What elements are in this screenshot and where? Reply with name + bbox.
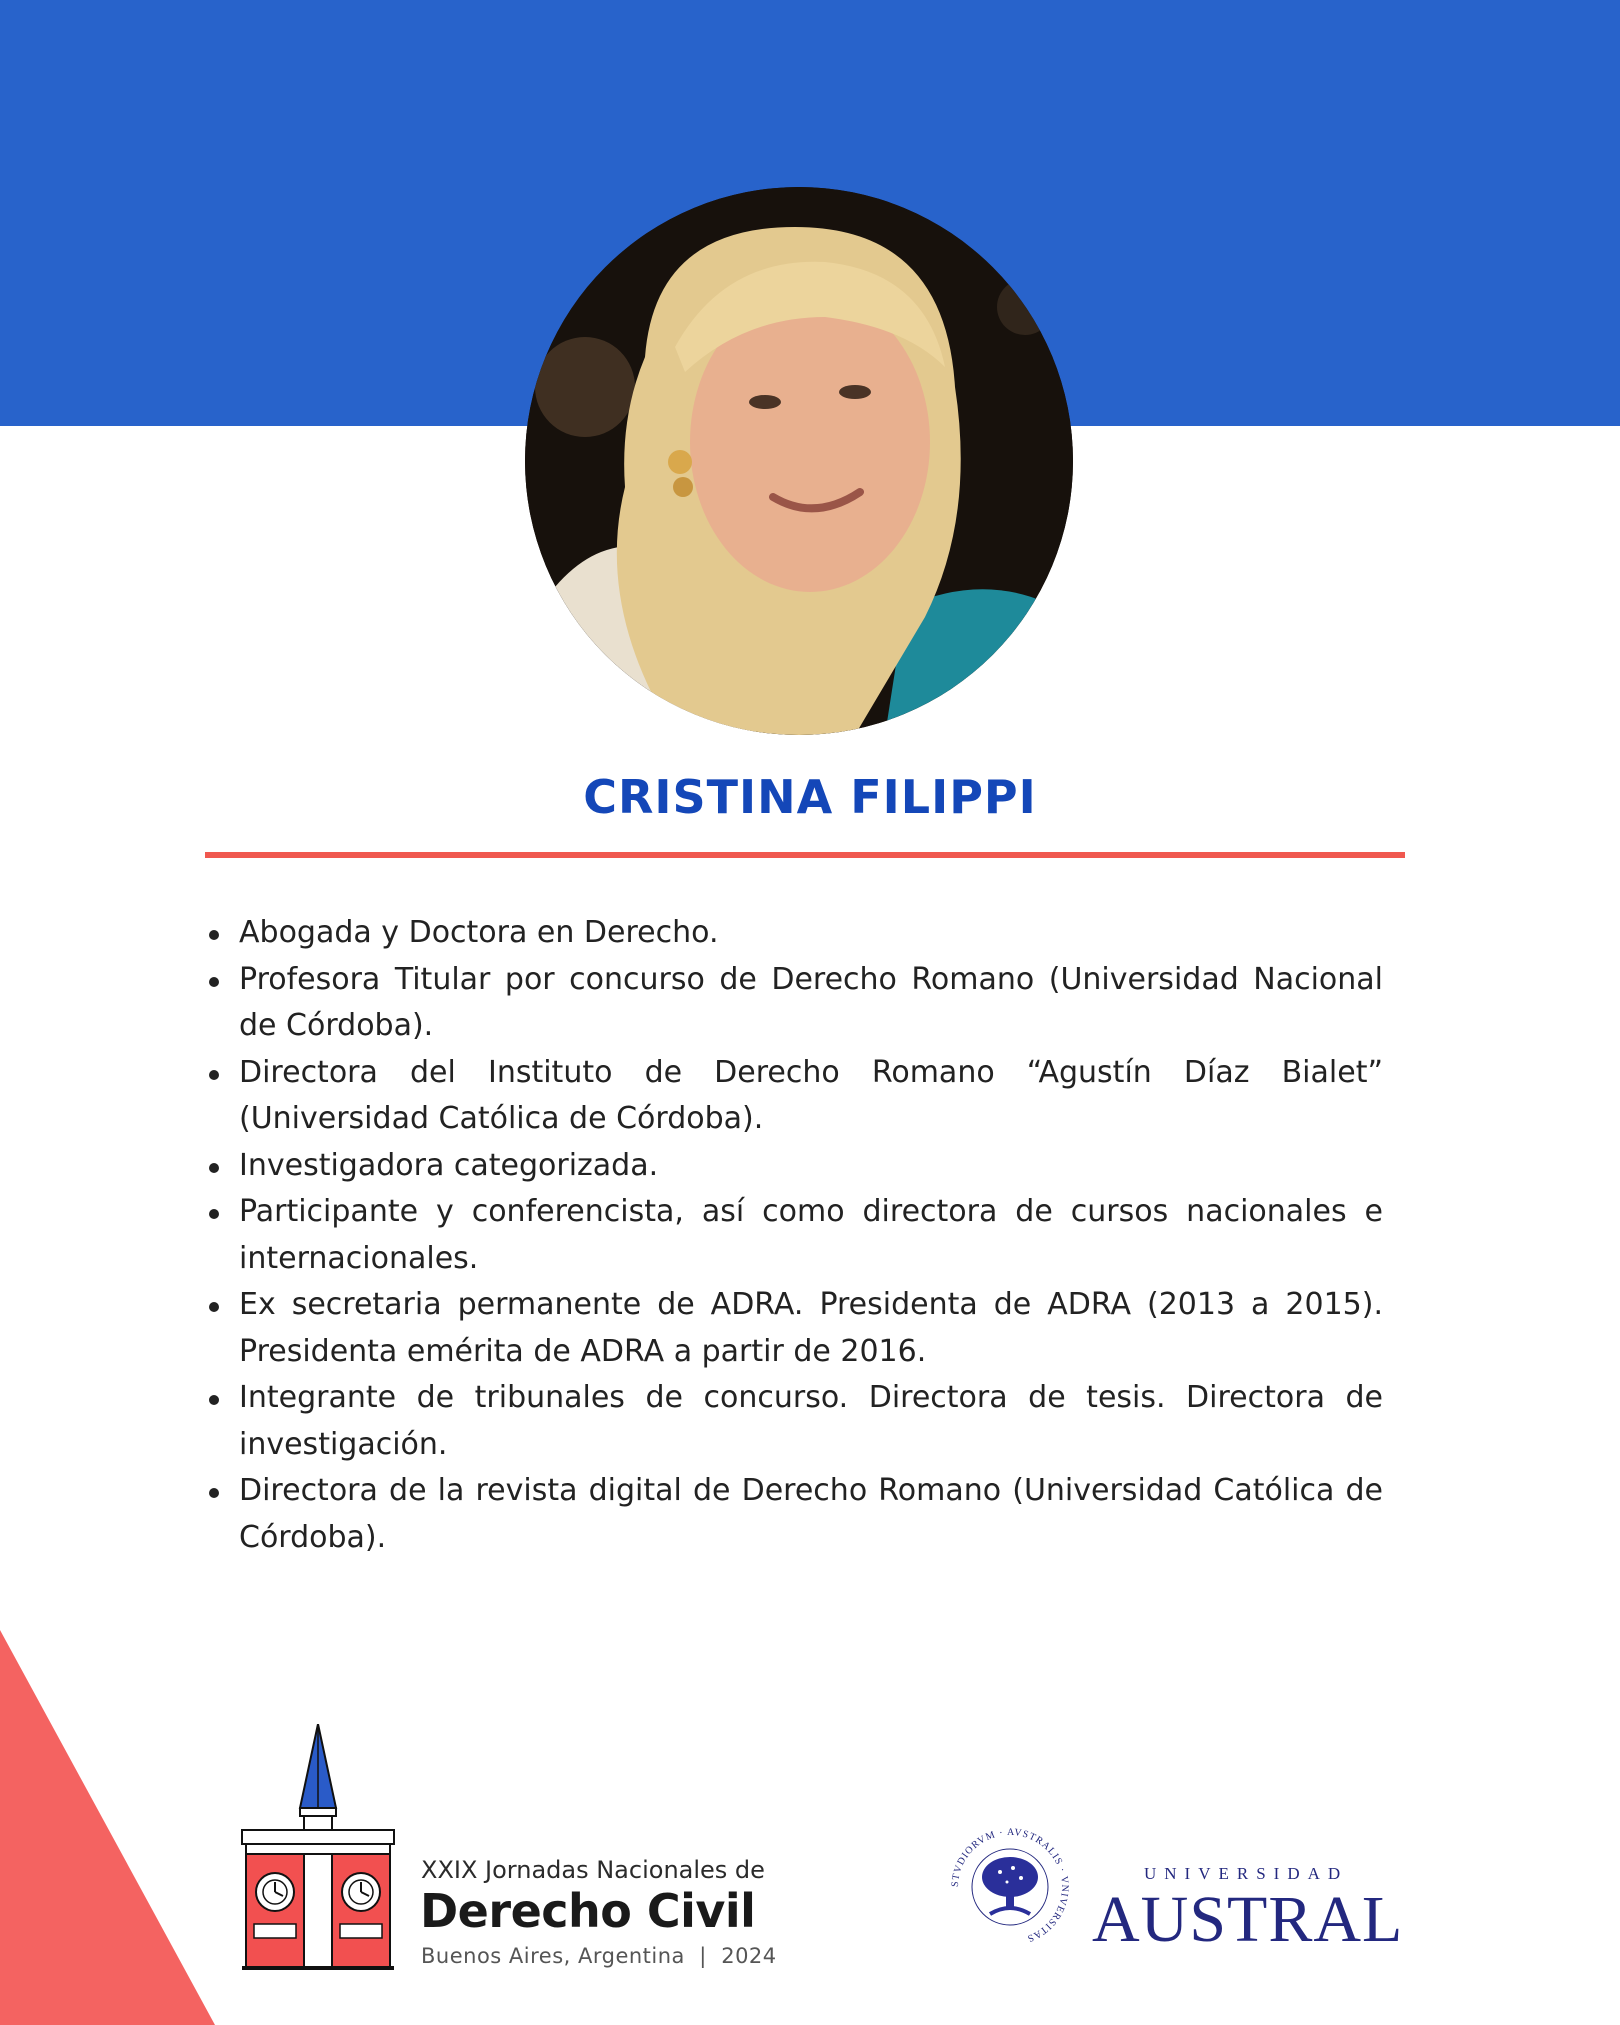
speaker-photo bbox=[525, 187, 1073, 735]
list-item: Ex secretaria permanente de ADRA. Presidenta de ADRA (2013 a 2015). Presidenta emérita de ADRA a partir de 2016. bbox=[205, 1282, 1383, 1375]
bio-list bbox=[205, 910, 1383, 1561]
university-label-big: AUSTRAL bbox=[1092, 1883, 1404, 1956]
speaker-name: CRISTINA FILIPPI bbox=[583, 770, 1037, 824]
list-item: Profesora Titular por concurso de Derecho Romano (Universidad Nacional de Córdoba). bbox=[205, 957, 1383, 1050]
seal-text: STVDIORVM · AVSTRALIS · VNIVERSITAS bbox=[949, 1826, 1071, 1944]
list-item: Investigadora categorizada. bbox=[205, 1143, 1383, 1190]
clock-tower-logo-icon bbox=[238, 1724, 398, 1970]
list-item: Directora del Instituto de Derecho Romano “Agustín Díaz Bialet” (Universidad Católica de Córdoba). bbox=[205, 1050, 1383, 1143]
event-title-line1: XXIX Jornadas Nacionales de bbox=[421, 1856, 765, 1884]
austral-seal-icon bbox=[945, 1822, 1075, 1952]
corner-triangle-decoration bbox=[0, 1630, 220, 2025]
event-location-year: Buenos Aires, Argentina | 2024 bbox=[421, 1944, 777, 1968]
list-item: Directora de la revista digital de Derecho Romano (Universidad Católica de Córdoba). bbox=[205, 1468, 1383, 1561]
event-title-main: Derecho Civil bbox=[420, 1884, 756, 1938]
list-item: Abogada y Doctora en Derecho. bbox=[205, 910, 1383, 957]
list-item: Participante y conferencista, así como directora de cursos nacionales e internacionales. bbox=[205, 1189, 1383, 1282]
list-item: Integrante de tribunales de concurso. Directora de tesis. Directora de investigación. bbox=[205, 1375, 1383, 1468]
title-divider bbox=[205, 852, 1405, 858]
university-label-small: UNIVERSIDAD bbox=[1144, 1864, 1349, 1883]
